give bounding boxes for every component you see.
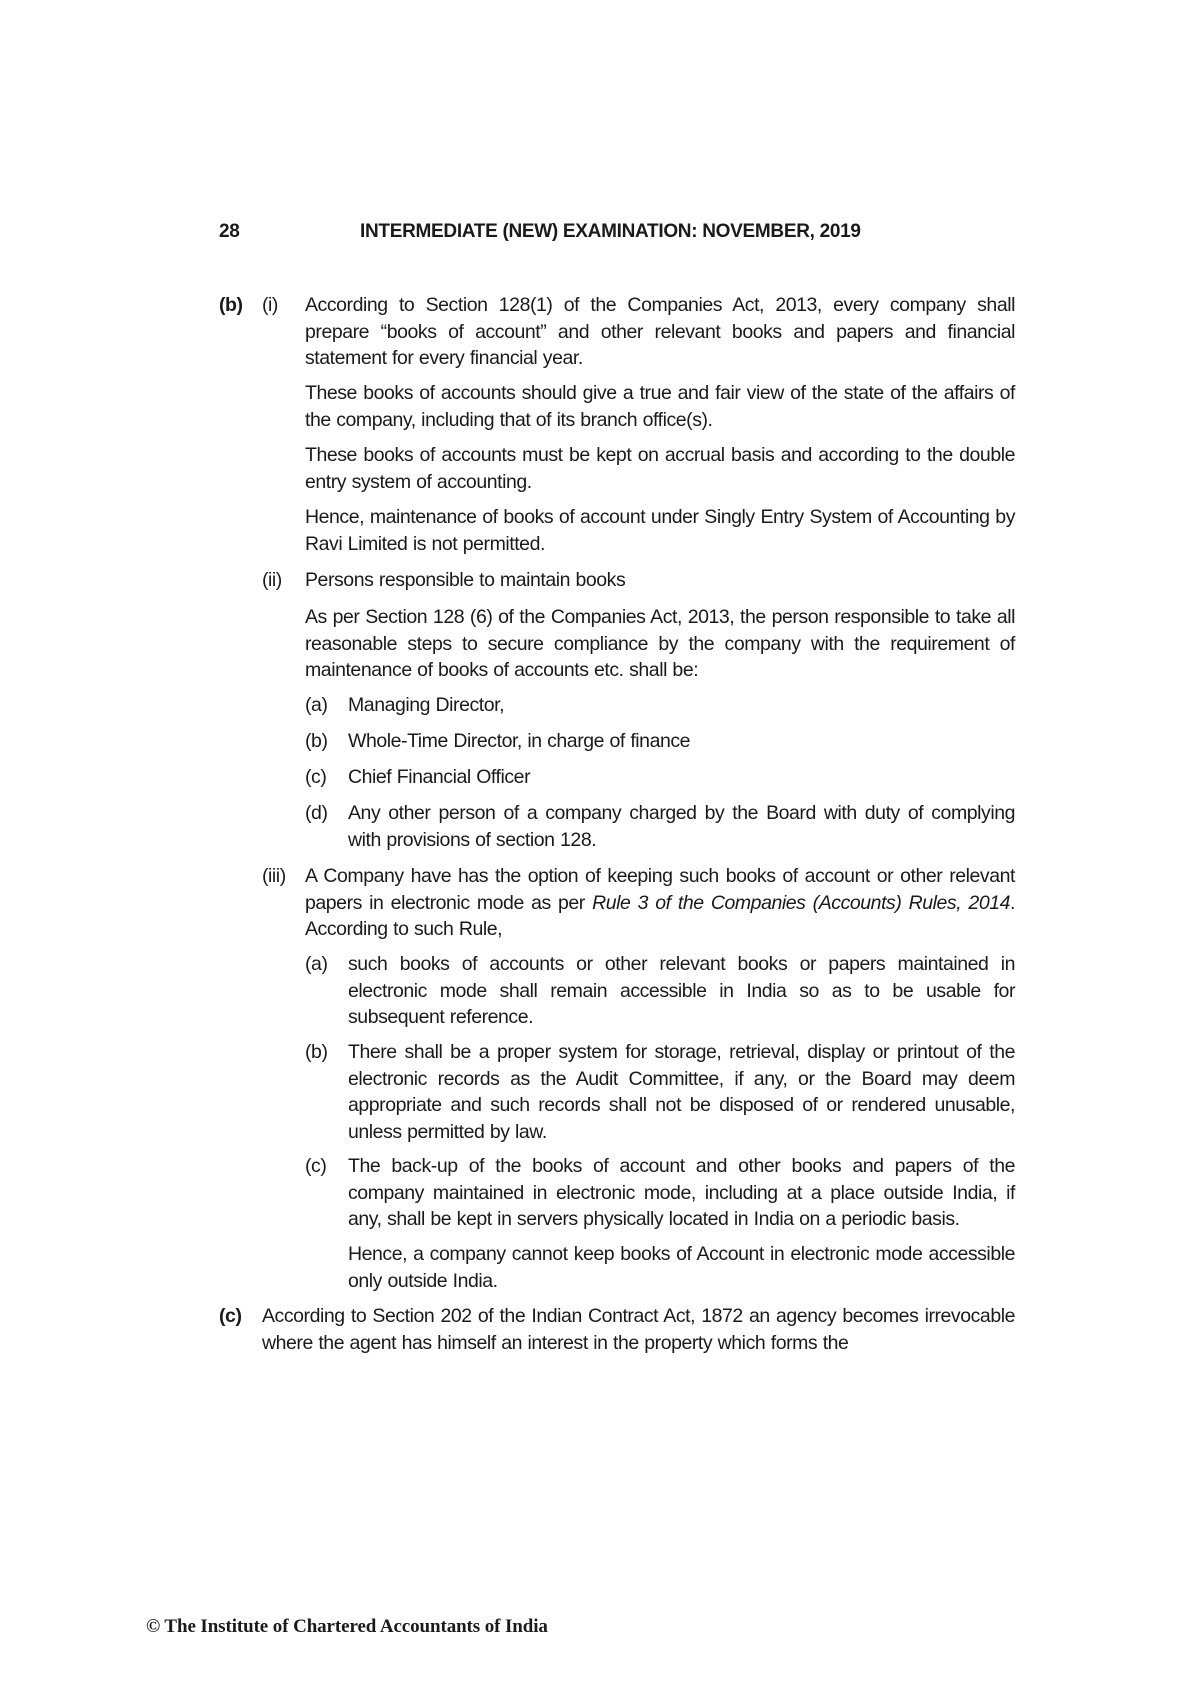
part-c-text: According to Section 202 of the Indian Contract Act, 1872 an agency becomes irrevocable where the agent has himself an interest in the property which forms the [262,1305,1015,1354]
footer-copyright: © The Institute of Chartered Accountants of India [146,1616,548,1637]
ii-item-d-text: Any other person of a company charged by the Board with duty of complying with provisions of section 128. [348,802,1015,851]
iii-intro-after: . According to such Rule, [305,891,1015,940]
part-b-ii-label: (ii) [262,569,282,591]
iii-item-b-text: There shall be a proper system for storage, retrieval, display or printout of the electronic records as the Audit Committee, if any, or the Board may deem appropriate and such records shall not be disposed of or rendered unusable, unless permitted by law. [348,1041,1015,1143]
part-b-iii-label: (iii) [262,865,286,887]
ii-item-a-label: (a) [305,694,328,716]
iii-item-c-text: The back-up of the books of account and other books and papers of the company maintained in electronic mode, including at a place outside India, if any, shall be kept in servers physically located in India on a periodic basis. [348,1155,1015,1230]
part-b-i-paragraph-3: These books of accounts must be kept on accrual basis and according to the double entry system of accounting. [305,444,1015,493]
ii-item-c-label: (c) [305,766,327,788]
part-c-label: (c) [219,1305,242,1327]
part-b-i-paragraph-4: Hence, maintenance of books of account under Singly Entry System of Accounting by Ravi Limited is not permitted. [305,506,1015,555]
ii-item-c-text: Chief Financial Officer [348,766,531,788]
ii-item-d-label: (d) [305,802,328,824]
iii-item-a-label: (a) [305,953,328,975]
part-b-label: (b) [219,294,243,316]
iii-intro-before: A Company have has the option of keeping such books of account or other relevant papers in electronic mode as per [305,865,1015,914]
part-b-ii-heading: Persons responsible to maintain books [305,569,626,591]
part-b-i-paragraph-2: These books of accounts should give a true and fair view of the state of the affairs of the company, including that of its branch office(s). [305,382,1015,431]
part-b-i-paragraph-1: According to Section 128(1) of the Companies Act, 2013, every company shall prepare “books of account” and other relevant books and papers and financial statement for every financial year. [305,294,1015,369]
page-header-title: INTERMEDIATE (NEW) EXAMINATION: NOVEMBER, 2019 [360,221,861,242]
ii-item-b-text: Whole-Time Director, in charge of finance [348,730,691,752]
iii-item-b-label: (b) [305,1041,328,1063]
page-number: 28 [219,221,240,242]
iii-conclusion: Hence, a company cannot keep books of Account in electronic mode accessible only outside India. [348,1243,1015,1292]
ii-item-a-text: Managing Director, [348,694,505,716]
iii-item-a-text: such books of accounts or other relevant books or papers maintained in electronic mode shall remain accessible in India so as to be usable for subsequent reference. [348,953,1015,1028]
ii-item-b-label: (b) [305,730,328,752]
part-b-i-label: (i) [262,294,278,316]
iii-intro-rule-reference: Rule 3 of the Companies (Accounts) Rules, 2014 [592,891,1011,914]
part-b-iii-intro [305,863,1015,943]
iii-item-c-label: (c) [305,1155,327,1177]
part-b-ii-intro: As per Section 128 (6) of the Companies Act, 2013, the person responsible to take all reasonable steps to secure compliance by the company with the requirement of maintenance of books of accounts etc. shall be: [305,606,1015,681]
